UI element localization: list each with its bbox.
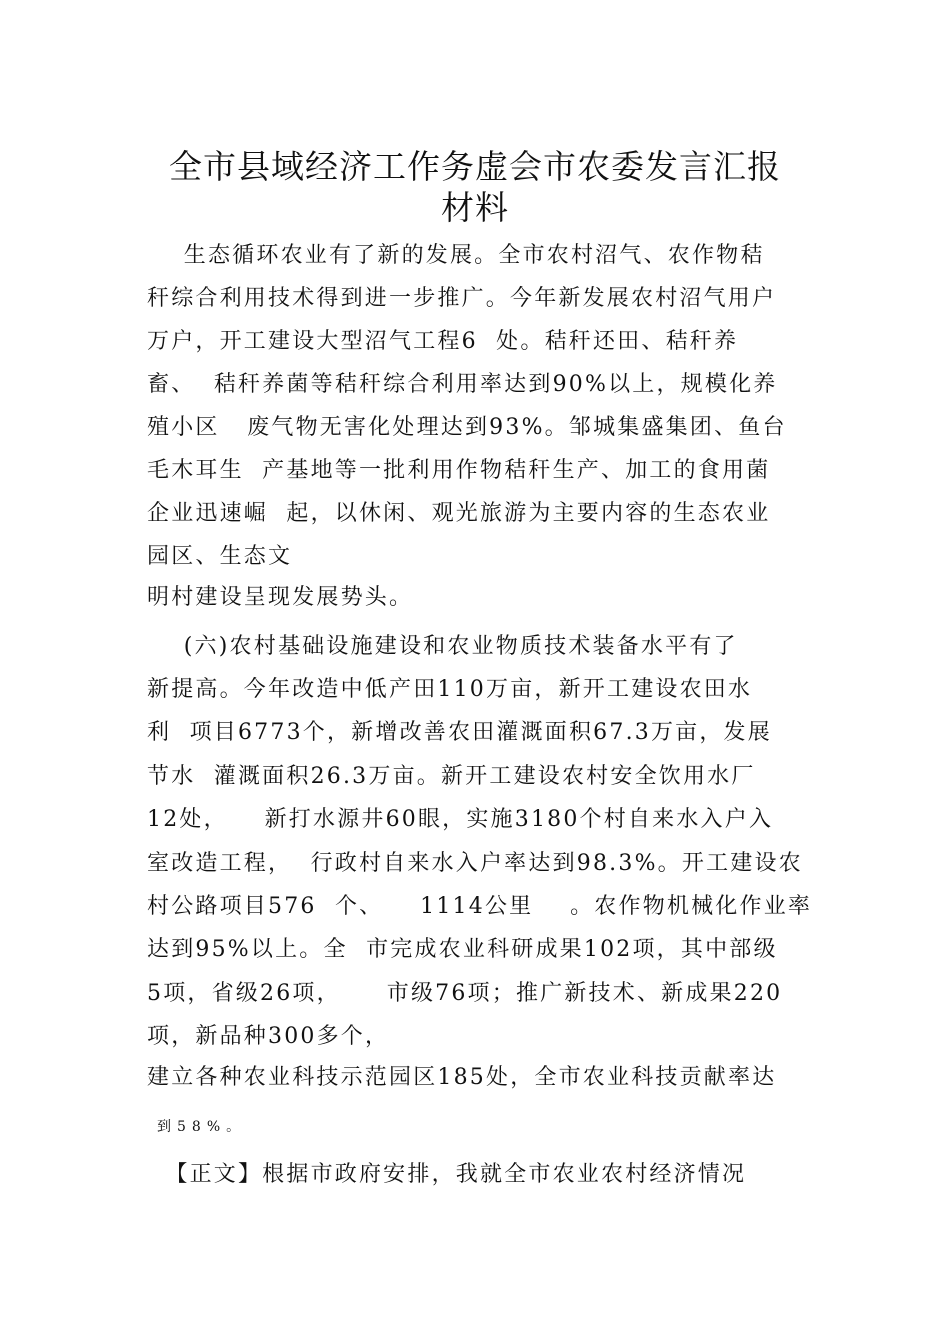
paragraph-line: 室改造工程， 行政村自来水入户率达到98.3%。开工建设农 — [147, 851, 803, 876]
paragraph-line: 万户，开工建设大型沼气工程6 处。秸秆还田、秸秆养 — [147, 329, 739, 354]
paragraph-line: 生态循环农业有了新的发展。全市农村沼气、农作物秸 — [147, 243, 765, 268]
paragraph-line: (六)农村基础设施建设和农业物质技术装备水平有了 — [147, 634, 738, 659]
paragraph-line: 殖小区 废气物无害化处理达到93%。邹城集盛集团、鱼台 — [147, 415, 787, 440]
paragraph-line: 村公路项目576 个、 1114公里 。农作物机械化作业率 — [147, 894, 813, 919]
paragraph-line: 建立各种农业科技示范园区185处，全市农业科技贡献率达 — [147, 1065, 777, 1090]
paragraph-line: 明村建设呈现发展势头。 — [147, 585, 414, 610]
paragraph-line: 利 项目6773个，新增改善农田灌溉面积67.3万亩，发展 — [147, 720, 772, 745]
paragraph-line: 新提高。今年改造中低产田110万亩，新开工建设农田水 — [147, 677, 753, 702]
paragraph-line: 毛木耳生 产基地等一批利用作物秸秆生产、加工的食用菌 — [147, 458, 771, 483]
paragraph-line: 达到95%以上。全 市完成农业科研成果102项，其中部级 — [147, 937, 778, 962]
paragraph-line: 秆综合利用技术得到进一步推广。今年新发展农村沼气用户 — [147, 286, 777, 311]
footnote-percentage: 到58%。 — [157, 1119, 247, 1135]
paragraph-line: 企业迅速崛 起，以休闲、观光旅游为主要内容的生态农业 — [147, 501, 771, 526]
paragraph-line: 12处， 新打水源井60眼，实施3180个村自来水入户入 — [147, 807, 774, 832]
paragraph-line: 项，新品种300多个， — [147, 1024, 390, 1049]
document-title-line-1: 全市县域经济工作务虚会市农委发言汇报 — [169, 147, 781, 186]
paragraph-line: 5项，省级26项， 市级76项；推广新技术、新成果220 — [147, 981, 783, 1006]
paragraph-line: 园区、生态文 — [147, 544, 293, 569]
paragraph-line: 畜、 秸秆养菌等秸秆综合利用率达到90%以上，规模化养 — [147, 372, 778, 397]
paragraph-line: 节水 灌溉面积26.3万亩。新开工建设农村安全饮用水厂 — [147, 764, 756, 789]
document-title-line-2: 材料 — [441, 188, 509, 227]
paragraph-main-text: 【正文】根据市政府安排，我就全市农业农村经济情况 — [147, 1162, 747, 1187]
